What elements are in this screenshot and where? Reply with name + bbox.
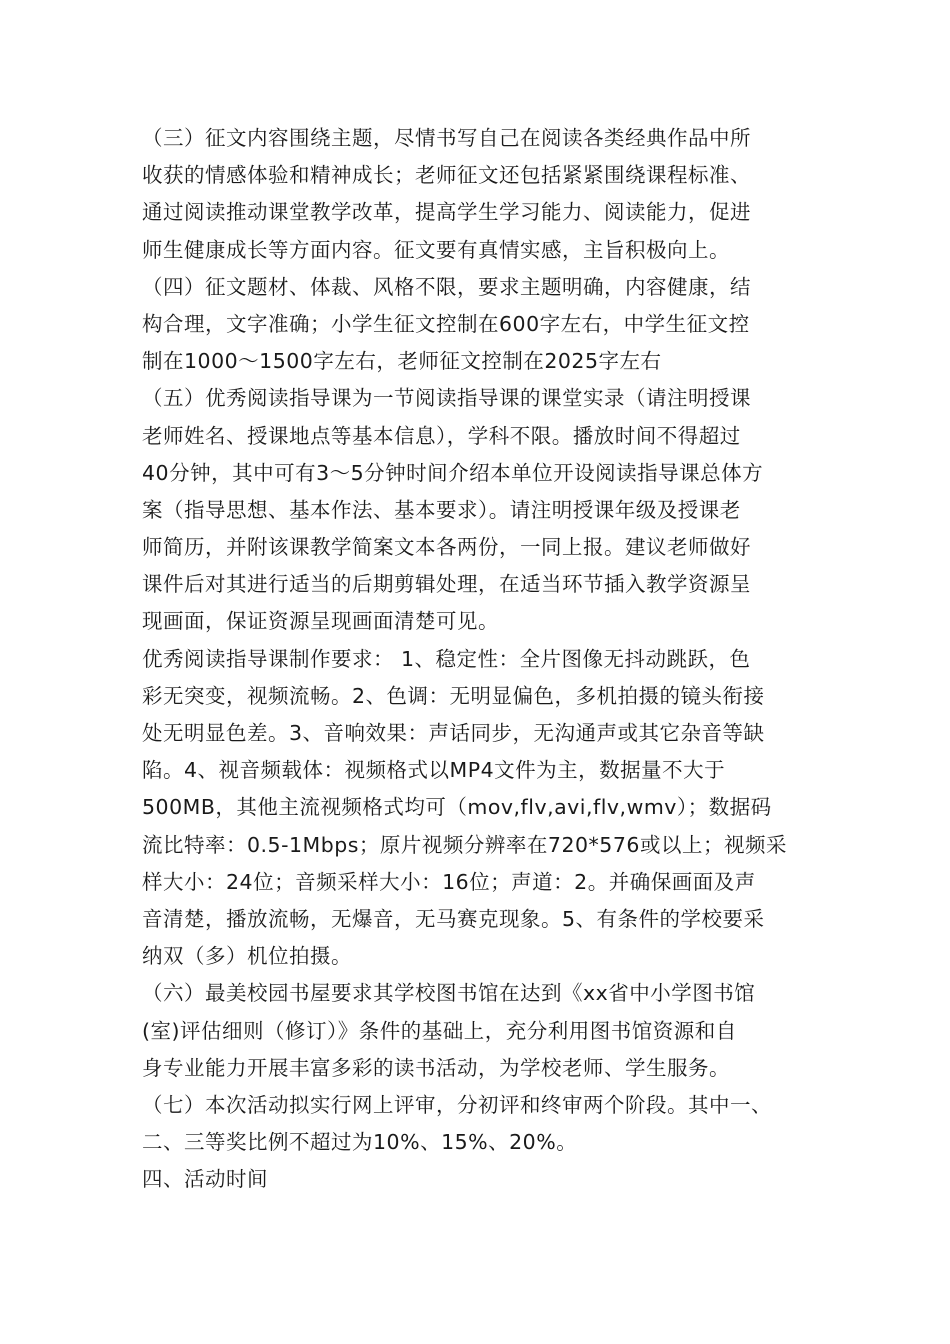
text-line: 优秀阅读指导课制作要求： 1、稳定性：全片图像无抖动跳跃，色 [142, 646, 751, 671]
document-body [142, 120, 822, 1198]
text-line: 500MB，其他主流视频格式均可（mov,flv,avi,flv,wmv）；数据码 [142, 795, 772, 820]
text-line: 通过阅读推动课堂教学改革，提高学生学习能力、阅读能力，促进 [142, 200, 751, 225]
text-line: 样大小：24位；音频采样大小：16位；声道：2。并确保画面及声 [142, 869, 756, 894]
text-line: 制在1000～1500字左右，老师征文控制在2025字左右 [142, 349, 662, 374]
text-line: 现画面，保证资源呈现画面清楚可见。 [142, 609, 499, 634]
text-line: 纳双（多）机位拍摄。 [142, 944, 352, 969]
text-line: 陷。4、视音频载体：视频格式以MP4文件为主，数据量不大于 [142, 758, 726, 783]
text-line: （七）本次活动拟实行网上评审，分初评和终审两个阶段。其中一、 [142, 1092, 772, 1117]
text-line: （三）征文内容围绕主题，尽情书写自己在阅读各类经典作品中所 [142, 126, 751, 150]
text-line: 老师姓名、授课地点等基本信息），学科不限。播放时间不得超过 [142, 423, 741, 448]
text-line: 身专业能力开展丰富多彩的读书活动，为学校老师、学生服务。 [142, 1055, 730, 1080]
text-line: 师生健康成长等方面内容。征文要有真情实感，主旨积极向上。 [142, 237, 730, 262]
text-line: 彩无突变，视频流畅。2、色调：无明显偏色，多机拍摄的镜头衔接 [142, 683, 765, 708]
text-line: 构合理，文字准确；小学生征文控制在600字左右，中学生征文控 [142, 311, 750, 336]
text-line: 处无明显色差。3、音响效果：声话同步，无沟通声或其它杂音等缺 [142, 721, 765, 745]
text-line: 流比特率：0.5-1Mbps；原片视频分辨率在720*576或以上；视频采 [142, 832, 787, 857]
text-line: 二、三等奖比例不超过为10%、15%、20%。 [142, 1130, 578, 1155]
text-line: 课件后对其进行适当的后期剪辑处理，在适当环节插入教学资源呈 [142, 572, 751, 597]
text-line: （五）优秀阅读指导课为一节阅读指导课的课堂实录（请注明授课 [142, 386, 751, 411]
text-line: 音清楚，播放流畅，无爆音，无马赛克现象。5、有条件的学校要采 [142, 906, 765, 931]
text-line: 收获的情感体验和精神成长；老师征文还包括紧紧围绕课程标准、 [142, 163, 751, 188]
text-line: （六）最美校园书屋要求其学校图书馆在达到《xx省中小学图书馆 [142, 981, 756, 1006]
text-line: 40分钟，其中可有3～5分钟时间介绍本单位开设阅读指导课总体方 [142, 460, 764, 485]
text-line: (室)评估细则（修订）》条件的基础上，充分利用图书馆资源和自 [142, 1018, 737, 1043]
section-heading: 四、活动时间 [142, 1167, 268, 1192]
text-line: （四）征文题材、体裁、风格不限，要求主题明确，内容健康，结 [142, 274, 751, 299]
text-line: 师简历，并附该课教学简案文本各两份，一同上报。建议老师做好 [142, 535, 751, 560]
text-line: 案（指导思想、基本作法、基本要求）。请注明授课年级及授课老 [142, 497, 741, 522]
